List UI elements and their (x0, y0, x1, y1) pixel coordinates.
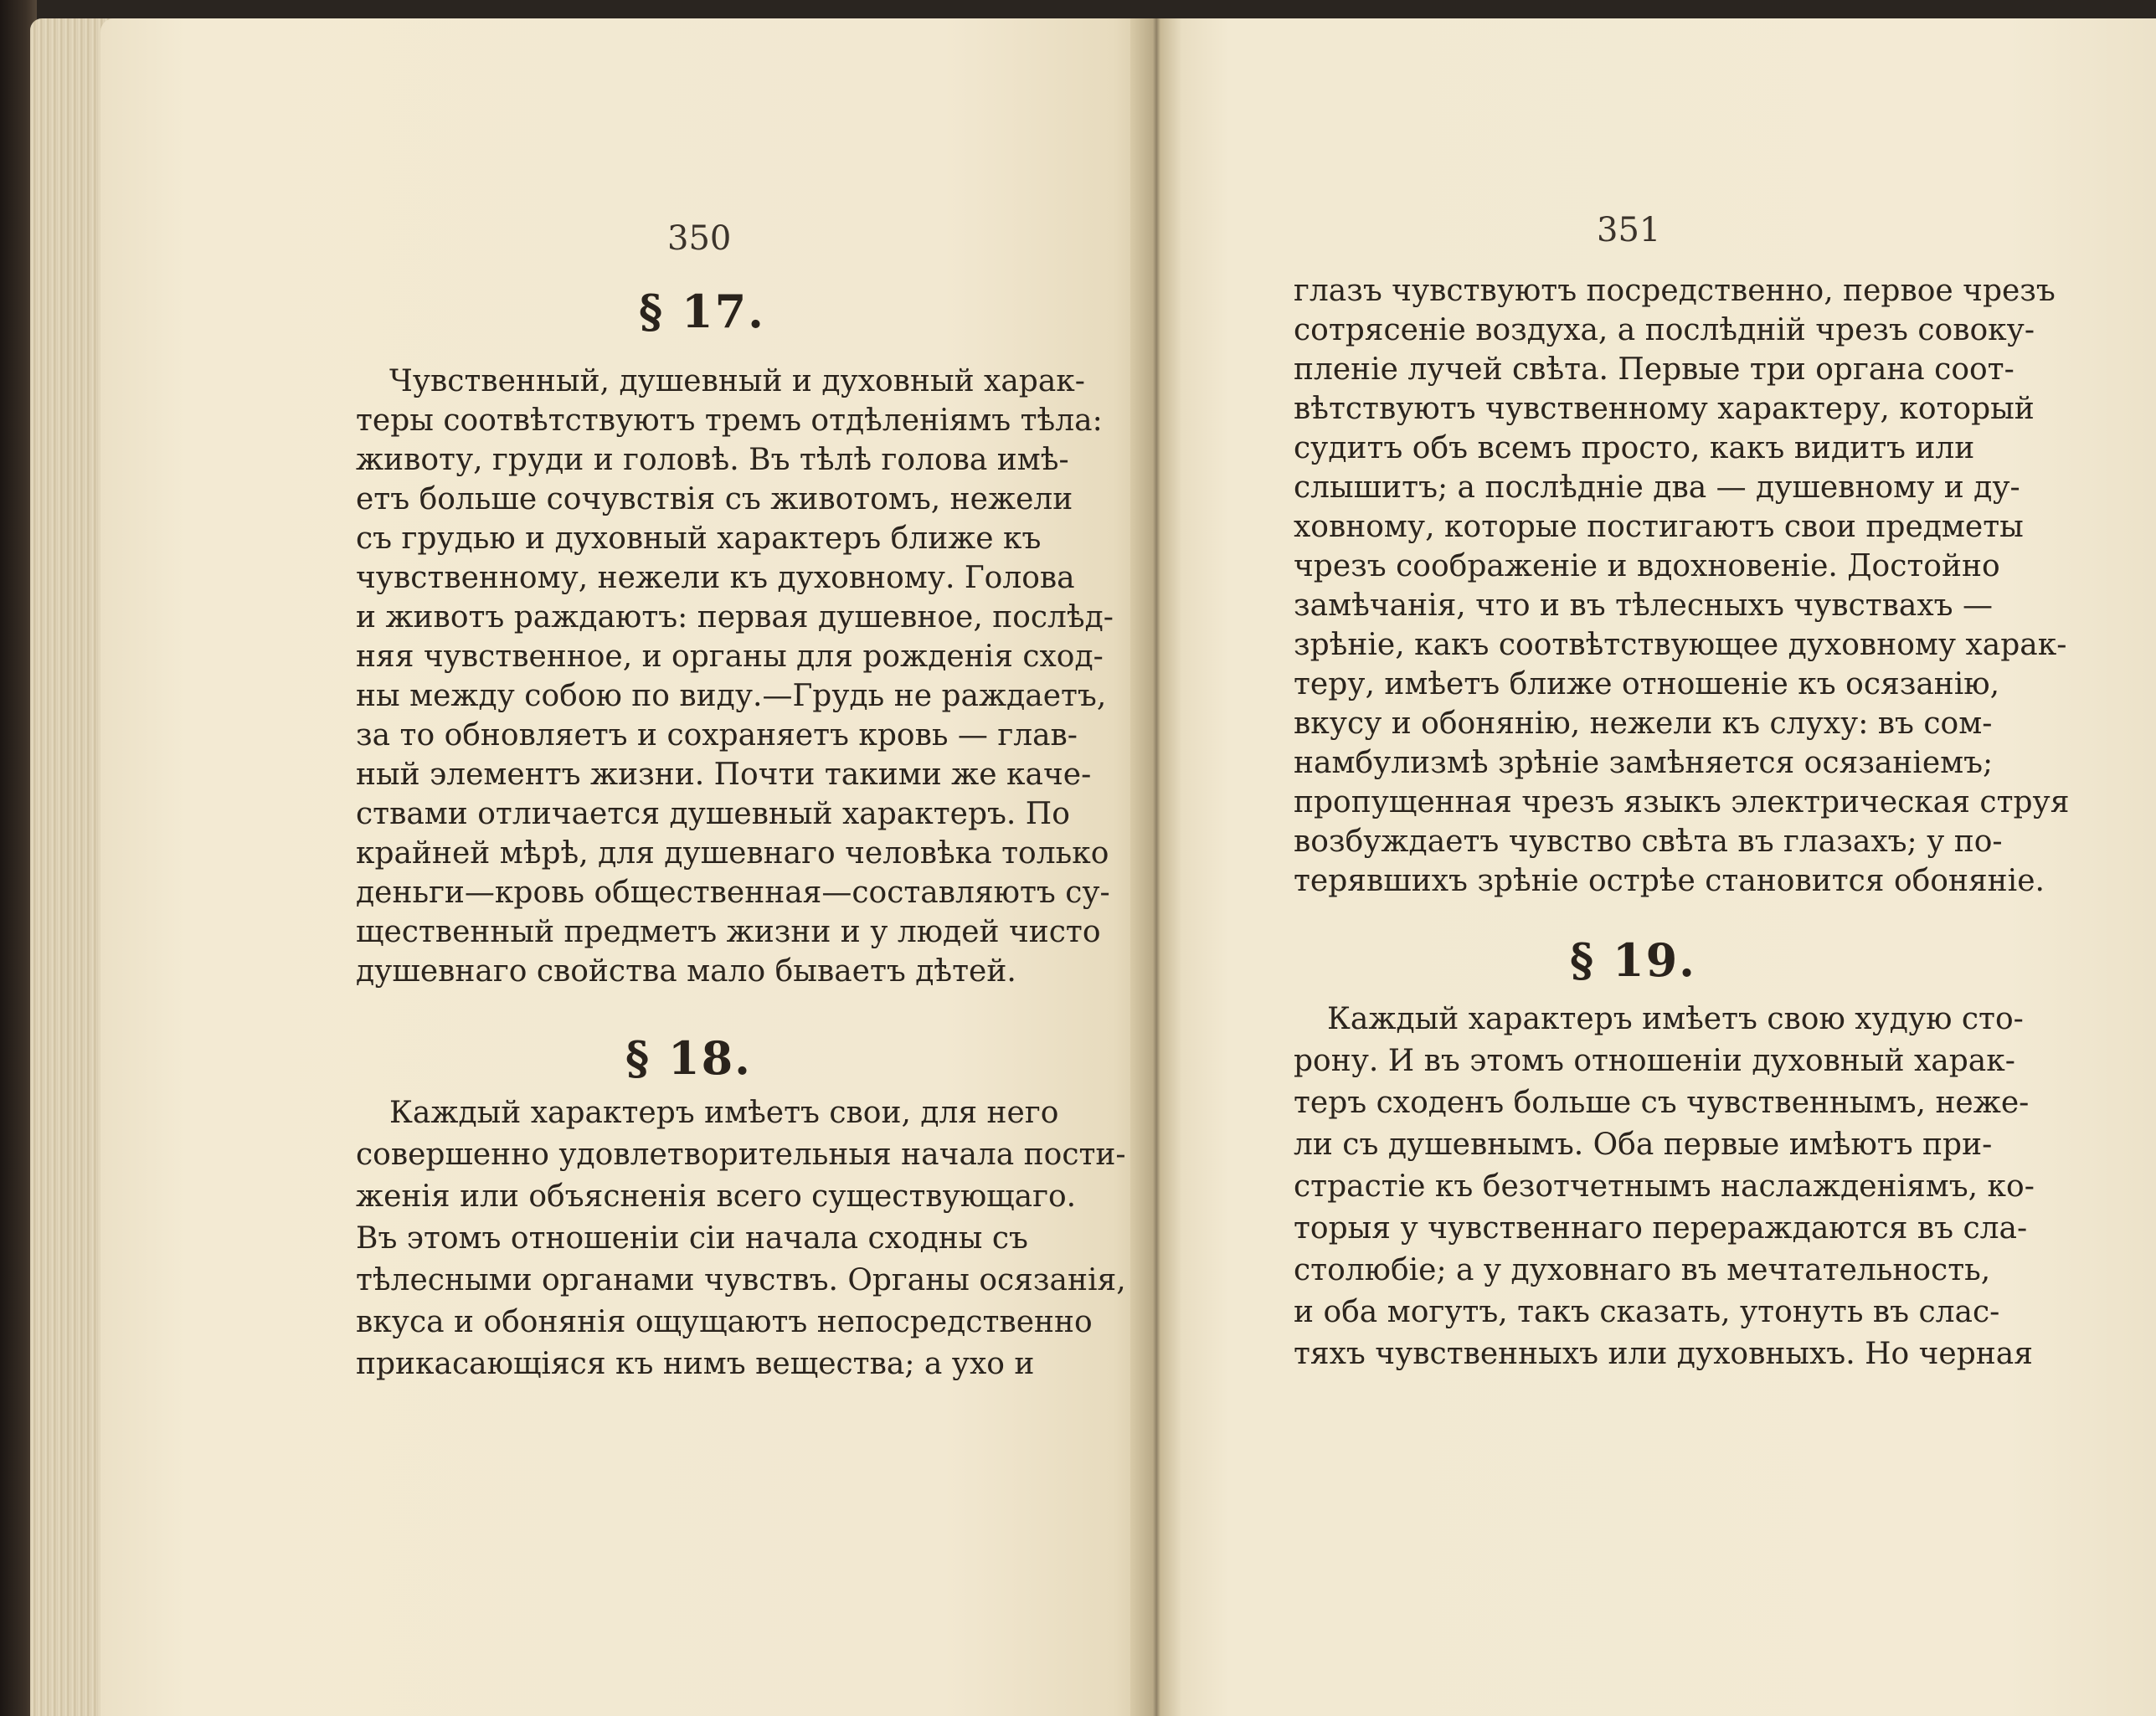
text-line: теръ сходенъ больше съ чувственнымъ, неже- (1294, 1086, 2030, 1120)
text-line: съ грудью и духовный характеръ ближе къ (356, 521, 1042, 556)
text-line: Чувственный, душевный и духовный харак- (389, 364, 1085, 398)
text-line: ны между собою по виду.—Грудь не раждаетъ, (356, 679, 1107, 713)
text-line: крайней мѣрѣ, для душевнаго человѣка только (356, 836, 1109, 871)
text-line: вѣтствуютъ чувственному характеру, который (1294, 392, 2035, 426)
text-line: и оба могутъ, такъ сказать, утонуть въ слас- (1294, 1295, 2000, 1329)
text-line: сотрясеніе воздуха, а послѣдній чрезъ совоку- (1294, 313, 2035, 347)
left-page-text (356, 0, 1126, 1716)
text-line: деньги—кровь общественная—составляютъ су- (356, 876, 1110, 910)
text-line: Въ этомъ отношеніи сіи начала сходны съ (356, 1221, 1028, 1256)
text-line: прикасающіяся къ нимъ вещества; а ухо и (356, 1347, 1035, 1381)
text-line: ствами отличается душевный характеръ. По (356, 797, 1070, 831)
text-line: вкусу и обонянію, нежели къ слуху: въ сом- (1294, 706, 1993, 741)
text-line: теры соотвѣтствуютъ тремъ отдѣленіямъ тѣла: (356, 403, 1103, 438)
text-line: Каждый характеръ имѣетъ свою худую сто- (1327, 1002, 2024, 1036)
text-line: тяхъ чувственныхъ или духовныхъ. Но черная (1294, 1337, 2033, 1371)
text-line: пленіе лучей свѣта. Первые три органа соот- (1294, 352, 2014, 387)
text-line: чувственному, нежели къ духовному. Голова (356, 561, 1075, 595)
text-line: намбулизмѣ зрѣніе замѣняется осязаніемъ; (1294, 746, 1994, 780)
section-heading: § 18. (625, 1031, 752, 1085)
text-line: совершенно удовлетворительныя начала пости- (356, 1138, 1126, 1172)
book-gutter (1130, 18, 1181, 1716)
text-line: тѣлесными органами чувствъ. Органы осязанія, (356, 1263, 1126, 1297)
text-line: за то обновляетъ и сохраняетъ кровь — глав- (356, 718, 1078, 753)
right-page-text (1294, 0, 2070, 1716)
text-line: теру, имѣетъ ближе отношеніе къ осязанію, (1294, 667, 2000, 701)
text-line: ховному, которые постигаютъ свои предметы (1294, 510, 2024, 544)
text-line: судитъ объ всемъ просто, какъ видитъ или (1294, 431, 1975, 465)
text-line: щественный предметъ жизни и у людей чисто (356, 915, 1101, 949)
text-line: чрезъ соображеніе и вдохновеніе. Достойно (1294, 549, 2000, 583)
text-line: етъ больше сочувствія съ животомъ, нежели (356, 482, 1073, 516)
page-number: 350 (667, 219, 732, 258)
text-line: животу, груди и головѣ. Въ тѣлѣ голова имѣ- (356, 443, 1069, 477)
text-line: торыя у чувственнаго перераждаются въ сла- (1294, 1211, 2028, 1246)
text-line: пропущенная чрезъ языкъ электрическая струя (1294, 785, 2070, 819)
text-line: глазъ чувствуютъ посредственно, первое чрезъ (1294, 274, 2056, 308)
text-line: терявшихъ зрѣніе острѣе становится обоняніе. (1294, 864, 2045, 898)
page-number: 351 (1597, 211, 1661, 249)
text-line: столюбіе; а у духовнаго въ мечтательность, (1294, 1253, 1991, 1287)
text-line: женія или объясненія всего существующаго. (356, 1179, 1077, 1214)
text-line: ный элементъ жизни. Почти такими же каче- (356, 758, 1092, 792)
text-line: страстіе къ безотчетнымъ наслажденіямъ, ко- (1294, 1169, 2035, 1204)
section-heading: § 19. (1570, 933, 1696, 987)
text-line: ли съ душевнымъ. Оба первые имѣютъ при- (1294, 1128, 1993, 1162)
section-heading: § 17. (639, 285, 765, 338)
text-line: Каждый характеръ имѣетъ свои, для него (389, 1096, 1059, 1130)
text-line: душевнаго свойства мало бываетъ дѣтей. (356, 954, 1016, 989)
text-line: рону. И въ этомъ отношеніи духовный харак- (1294, 1044, 2015, 1078)
text-line: замѣчанія, что и въ тѣлесныхъ чувствахъ — (1294, 588, 1994, 623)
text-line: возбуждаетъ чувство свѣта въ глазахъ; у по- (1294, 825, 2003, 859)
text-line: и животъ раждаютъ: первая душевное, послѣд- (356, 600, 1114, 635)
text-line: вкуса и обонянія ощущаютъ непосредственно (356, 1305, 1093, 1339)
text-line: слышитъ; а послѣдніе два — душевному и ду- (1294, 470, 2020, 505)
text-line: няя чувственное, и органы для рожденія сход- (356, 640, 1104, 674)
text-line: зрѣніе, какъ соотвѣтствующее духовному харак- (1294, 628, 2067, 662)
